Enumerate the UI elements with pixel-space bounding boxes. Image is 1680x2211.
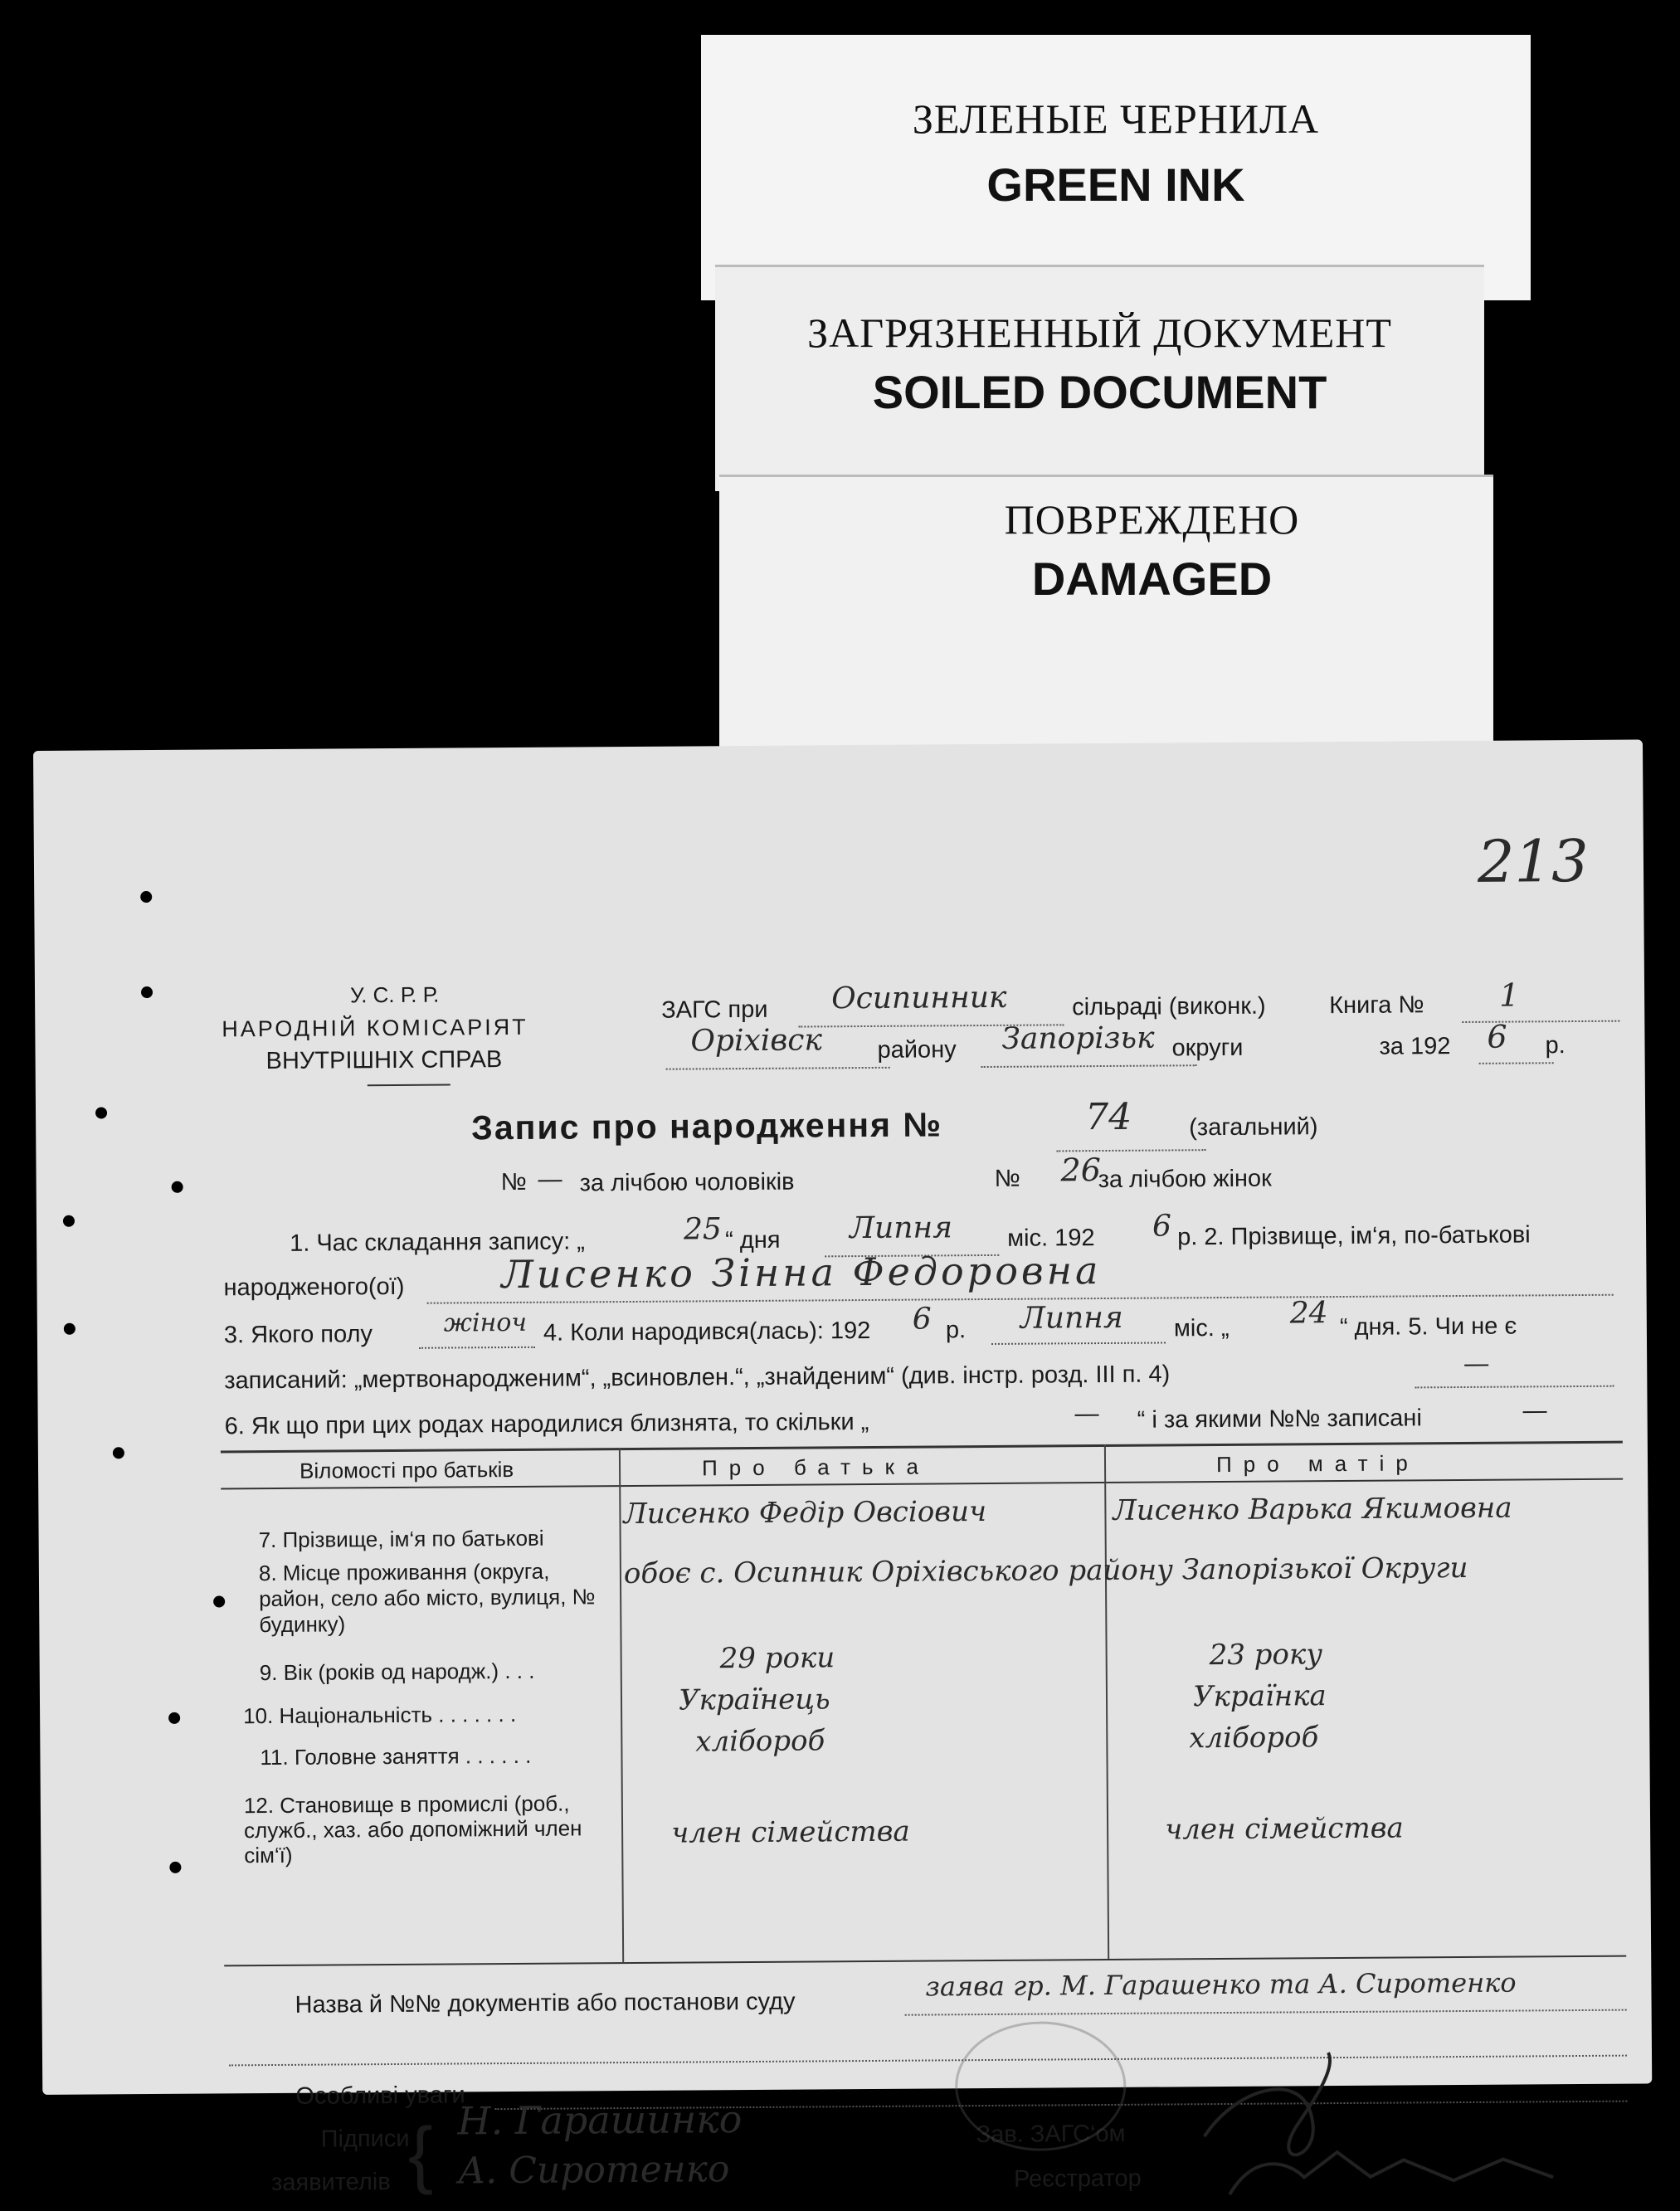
stamp-mark (955, 2021, 1127, 2151)
mother-header: Про матір (1215, 1450, 1419, 1478)
usrr-heading: У. С. Р. Р. (349, 981, 440, 1008)
okrug-line (981, 1064, 1197, 1068)
damaged-ru: ПОВРЕЖДЕНО (1004, 496, 1300, 543)
okrug-value: Запорізьк (1001, 1020, 1155, 1056)
women-number-prefix: № (994, 1165, 1020, 1192)
page-number: 213 (1477, 826, 1589, 896)
green-ink-ru: ЗЕЛЕНЫЕ ЧЕРНИЛА (912, 95, 1320, 142)
row-label-age: 9. Вік (років од народж.) . . . (259, 1658, 535, 1686)
applicant-signature-1: Н. Гарашинко (457, 2097, 743, 2144)
record-year-digit: 6 (1152, 1209, 1172, 1244)
general-label: (загальний) (1189, 1113, 1318, 1142)
green-ink-en: GREEN INK (986, 158, 1245, 211)
mother-nationality: Українка (1192, 1679, 1327, 1714)
registrar-label: Реєстратор (1013, 2165, 1142, 2193)
remarks-label: Особливі уваги (295, 2082, 465, 2110)
documents-label: Назва й №№ документів або постанови суду (295, 1988, 796, 2019)
book-label: Книга № (1329, 991, 1424, 1020)
row-label-residence: 8. Місце проживання (округа, район, село або місто, вулиця, № будинку) (258, 1558, 596, 1638)
punch-hole (63, 1215, 75, 1227)
father-age: 29 роки (719, 1641, 835, 1676)
record-title: Запис про народження № (471, 1105, 943, 1147)
men-number-prefix: № (500, 1168, 527, 1196)
rayon-label: району (877, 1036, 957, 1064)
soiled-document-label (715, 267, 1484, 491)
father-occupation: хлібороб (695, 1724, 825, 1759)
punch-hole (169, 1862, 181, 1873)
birth-month-line (991, 1342, 1166, 1344)
stillborn-options-label: записаний: „мертвонародженим“, „всиновлен.“, „знайденим“ (див. інстр. розд. III п. 4) (224, 1361, 1171, 1395)
residence-value: обоє с. Осипник Оріхівського району Запорізької Округи (623, 1551, 1468, 1591)
damaged-en: DAMAGED (1031, 553, 1273, 605)
district-line (666, 1067, 890, 1070)
birth-day-label: міс. „ (1173, 1314, 1230, 1342)
record-number: 74 (1084, 1095, 1132, 1139)
record-month: Липня (849, 1210, 953, 1246)
year-suffix: р. (1545, 1032, 1566, 1059)
record-day-suffix: “ дня (725, 1226, 781, 1254)
twins-numbers-value: — (1522, 1397, 1547, 1424)
zags-label: ЗАГС при (661, 996, 768, 1024)
okrug-label: округи (1171, 1034, 1244, 1062)
signatures-label: Підписи (320, 2125, 410, 2153)
record-year-label: міс. 192 (1007, 1225, 1095, 1252)
row-label-nationality: 10. Національність . . . . . . . (243, 1701, 517, 1729)
sex-label: 3. Якого полу (223, 1321, 373, 1349)
book-line (1462, 1020, 1619, 1023)
table-bottom-rule (224, 1955, 1626, 1967)
record-day: 25 (683, 1212, 723, 1247)
book-value: 1 (1498, 976, 1520, 1014)
documents-line (905, 2009, 1627, 2016)
birth-year-digit: 6 (912, 1302, 932, 1337)
commissariat-heading: НАРОДНІЙ КОМІСАРІЯТ (222, 1014, 528, 1042)
punch-hole (64, 1323, 75, 1335)
year-prefix: за 192 (1379, 1033, 1451, 1060)
punch-hole (95, 1107, 107, 1118)
name-question-label: р. 2. Прізвище, ім‘я, по-батькові (1177, 1221, 1531, 1251)
year-digit: 6 (1487, 1018, 1507, 1055)
punch-hole (168, 1712, 180, 1724)
punch-hole (213, 1595, 225, 1607)
birth-date-label: 4. Коли народився(лась): 192 (543, 1317, 871, 1347)
punch-hole (140, 891, 152, 903)
time-of-record-label: 1. Час складання запису: „ (290, 1228, 586, 1257)
father-status: член сімейства (670, 1814, 910, 1850)
born-person-label: народженого(ої) (223, 1273, 405, 1302)
documents-value: заява гр. М. Гарашенко та А. Сиротенко (925, 1966, 1517, 2003)
soiled-ru: ЗАГРЯЗНЕННЫЙ ДОКУМЕНТ (807, 309, 1392, 356)
row-label-occupation: 11. Головне заняття . . . . . . (260, 1742, 532, 1770)
stillborn-question-label: “ дня. 5. Чи не є (1339, 1312, 1517, 1342)
mother-age: 23 року (1209, 1638, 1323, 1673)
men-count-label: за лічбою чоловіків (579, 1168, 795, 1197)
registrar-signature (1171, 2034, 1636, 2204)
green-ink-label (701, 35, 1531, 300)
father-nationality: Українець (678, 1683, 830, 1717)
father-header: Про батька (701, 1454, 931, 1481)
sex-value: жіноч (443, 1308, 528, 1338)
stillborn-line (1415, 1386, 1614, 1389)
twins-count: — (1074, 1400, 1099, 1428)
punch-hole (172, 1181, 183, 1193)
district-value: Оріхівск (690, 1023, 823, 1059)
men-number-value: — (538, 1166, 562, 1193)
applicant-signature-2: А. Сиротенко (457, 2148, 730, 2193)
twins-label: 6. Як що при цих родах народилися близнята, то скільки „ (224, 1408, 869, 1440)
birth-year-suffix: р. (945, 1317, 967, 1344)
year-line (1479, 1062, 1554, 1064)
zags-village-value: Осипинник (830, 980, 1007, 1016)
parents-info-header: Віломості про батьків (299, 1456, 514, 1483)
internal-affairs-heading: ВНУТРІШНІХ СПРАВ (265, 1046, 503, 1075)
birth-month: Липня (1020, 1300, 1123, 1336)
birth-record-form (33, 739, 1652, 2197)
punch-hole (113, 1447, 124, 1459)
soiled-en: SOILED DOCUMENT (872, 366, 1327, 418)
birth-day: 24 (1289, 1296, 1328, 1331)
sex-line (419, 1347, 535, 1349)
table-divider-2 (1104, 1444, 1109, 1959)
damaged-label (719, 477, 1493, 755)
row-label-name: 7. Прізвище, ім‘я по батькові (258, 1525, 544, 1553)
child-name: Лисенко Зінна Федоровна (501, 1248, 1102, 1298)
women-count-label: за лічбою жінок (1098, 1165, 1272, 1194)
header-rule (368, 1084, 450, 1086)
row-label-status: 12. Становище в промислі (роб., служб., хаз. або допоміжний член сім‘ї) (243, 1790, 582, 1868)
mother-name: Лисенко Варька Якимовна (1113, 1491, 1512, 1527)
punch-hole (141, 986, 153, 998)
women-number-value: 26 (1060, 1152, 1102, 1189)
applicants-label: заявителів (270, 2169, 391, 2197)
silradi-label: сільраді (виконк.) (1072, 992, 1266, 1021)
zags-head-label: Зав. ЗАГС‘ом (976, 2120, 1126, 2149)
mother-status: член сімейства (1164, 1811, 1404, 1847)
stillborn-value: — (1464, 1350, 1489, 1377)
brace: { (407, 2112, 434, 2196)
twins-numbers-label: “ і за якими №№ записані (1137, 1405, 1422, 1434)
father-name: Лисенко Федір Овсіович (623, 1495, 987, 1532)
mother-occupation: хлібороб (1189, 1721, 1319, 1756)
